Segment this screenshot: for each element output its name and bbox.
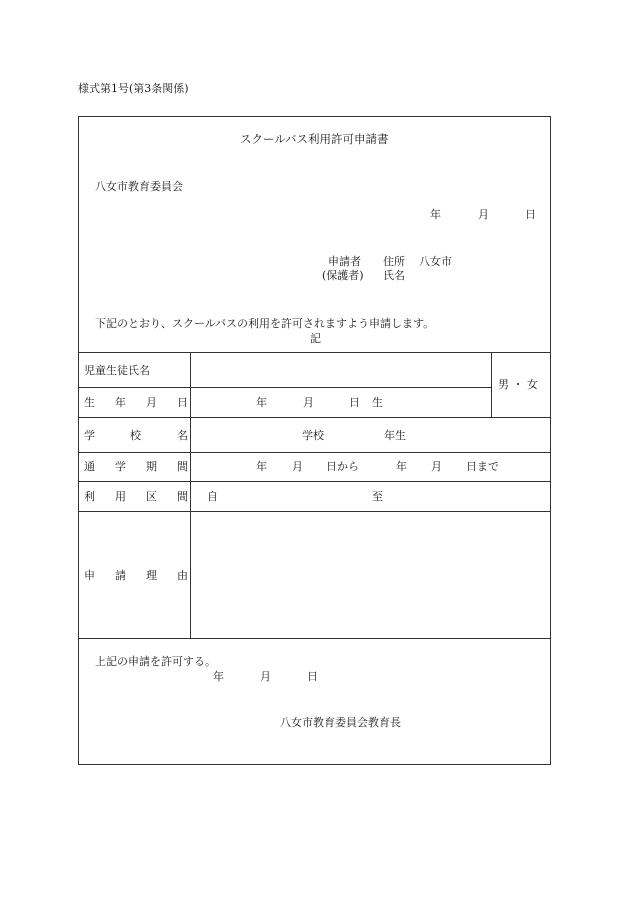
gender-options: 男 ・ 女 — [498, 378, 538, 391]
divider — [78, 452, 551, 453]
guardian-label: (保護者) — [322, 269, 364, 282]
route-from: 自 — [207, 490, 218, 503]
birth-label-3: 月 — [146, 396, 157, 409]
addressee: 八女市教育委員会 — [95, 180, 183, 193]
reason-label-2: 請 — [115, 569, 126, 582]
divider — [491, 352, 492, 417]
period-label-2: 学 — [115, 460, 126, 473]
date-month: 月 — [478, 208, 489, 221]
route-to: 至 — [372, 490, 383, 503]
school-value: 学校 — [302, 429, 324, 442]
name-label: 氏名 — [383, 269, 405, 282]
approval-month: 月 — [260, 670, 271, 683]
approval-day: 日 — [307, 670, 318, 683]
student-name-label: 児童生徒氏名 — [84, 364, 150, 377]
route-label-3: 区 — [146, 490, 157, 503]
form-title: スクールバス利用許可申請書 — [240, 132, 389, 146]
divider — [78, 352, 551, 353]
date-year: 年 — [430, 208, 441, 221]
period-to-year: 年 — [396, 460, 407, 473]
divider — [78, 511, 551, 512]
school-label-3: 名 — [177, 429, 188, 442]
request-text: 下記のとおり、スクールバスの利用を許可されますよう申請します。 — [95, 317, 435, 330]
form-number: 様式第1号(第3条関係) — [78, 82, 189, 95]
grade-value: 年生 — [384, 429, 406, 442]
date-day: 日 — [525, 208, 536, 221]
approval-text: 上記の申請を許可する。 — [95, 655, 216, 668]
divider — [78, 638, 551, 639]
reason-label-4: 由 — [177, 569, 188, 582]
school-label-2: 校 — [130, 429, 141, 442]
divider — [78, 387, 491, 388]
birth-label-1: 生 — [84, 396, 95, 409]
approval-year: 年 — [213, 670, 224, 683]
route-label-2: 用 — [115, 490, 126, 503]
birth-label-4: 日 — [177, 396, 188, 409]
school-label-1: 学 — [84, 429, 95, 442]
period-to-month: 月 — [431, 460, 442, 473]
period-to-day: 日まで — [466, 460, 499, 473]
period-from-day: 日から — [326, 460, 359, 473]
divider — [78, 481, 551, 482]
ki-marker: 記 — [310, 332, 321, 345]
birth-suffix: 生 — [372, 396, 383, 409]
address-label: 住所 — [383, 255, 405, 268]
birth-label-2: 年 — [115, 396, 126, 409]
applicant-role: 申請者 — [328, 255, 361, 268]
birth-day: 日 — [349, 396, 360, 409]
approval-signatory: 八女市教育委員会教育長 — [280, 716, 401, 729]
period-label-4: 間 — [177, 460, 188, 473]
divider — [190, 352, 191, 638]
reason-label-3: 理 — [146, 569, 157, 582]
reason-label-1: 申 — [84, 569, 95, 582]
address-value: 八女市 — [419, 255, 452, 268]
birth-year: 年 — [256, 396, 267, 409]
period-from-year: 年 — [256, 460, 267, 473]
period-label-3: 期 — [146, 460, 157, 473]
birth-month: 月 — [303, 396, 314, 409]
divider — [78, 417, 551, 418]
period-label-1: 通 — [84, 460, 95, 473]
route-label-1: 利 — [84, 490, 95, 503]
period-from-month: 月 — [292, 460, 303, 473]
route-label-4: 間 — [177, 490, 188, 503]
